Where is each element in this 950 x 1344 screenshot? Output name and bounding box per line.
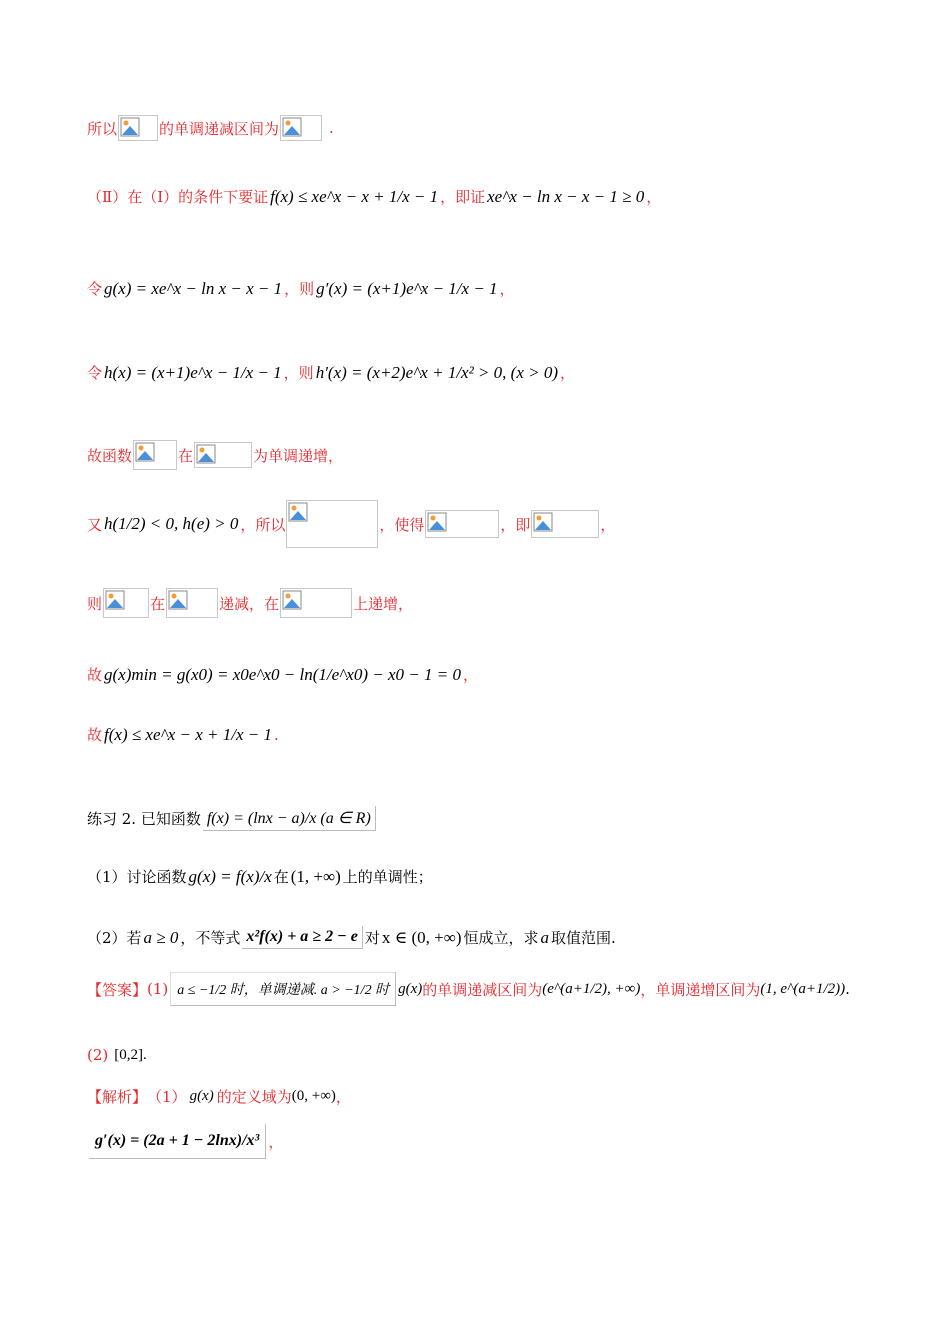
- line-7: 则 在 递减，在 上递增，: [87, 588, 413, 618]
- broken-image-icon: [166, 588, 218, 618]
- answer-line: 【答案】 (1) a ≤ −1/2 时，单调递减. a > −1/2 时 g(x) 的单调递减区间为 (e^(a+1/2), +∞) ，单调递增区间为 (1, e^(a+1/2)) .: [87, 972, 850, 1006]
- derivative-line: g′(x) = (2a + 1 − 2lnx)/x³ ，: [87, 1124, 283, 1159]
- line-8: 故 g(x)min = g(x0) = x0e^x0 − ln(1/e^x0) − x0 − 1 = 0 ，: [87, 664, 478, 684]
- math-expression: g′(x) = (2a + 1 − 2lnx)/x³: [89, 1124, 266, 1159]
- math-expression: xe^x − ln x − x − 1 ≥ 0: [487, 186, 645, 206]
- question-2: （2）若 a ≥ 0 ，不等式 x²f(x) + a ≥ 2 − e 对 x ∈ (0, +∞) 恒成立，求 a 取值范围.: [87, 927, 616, 947]
- broken-image-icon: [286, 500, 378, 548]
- line-2: （Ⅱ）在（Ⅰ）的条件下要证 f(x) ≤ xe^x − x + 1/x − 1 ，即证 xe^x − ln x − x − 1 ≥ 0 ，: [87, 186, 662, 206]
- math-expression: g′(x) = (x+1)e^x − 1/x − 1: [316, 278, 498, 298]
- line-6: 又 h(1/2) < 0, h(e) > 0 ，所以 ，使得 ，即 ，: [87, 500, 615, 548]
- line-3: 令 g(x) = xe^x − ln x − x − 1 ，则 g′(x) = (x+1)e^x − 1/x − 1 ，: [87, 278, 515, 298]
- line-9: 故 f(x) ≤ xe^x − x + 1/x − 1 .: [87, 724, 279, 744]
- math-expression: g(x): [189, 1088, 214, 1104]
- answer-2: (2) [0,2].: [87, 1046, 147, 1064]
- line-4: 令 h(x) = (x+1)e^x − 1/x − 1 ，则 h′(x) = (x+2)e^x + 1/x² > 0, (x > 0) ，: [87, 362, 576, 382]
- line-5: 故函数 在 为单调递增，: [87, 440, 343, 470]
- broken-image-icon: [280, 115, 322, 141]
- math-expression: g(x)min = g(x0) = x0e^x0 − ln(1/e^x0) − x0 − 1 = 0: [104, 664, 461, 684]
- broken-image-icon: [118, 115, 158, 141]
- math-expression: g(x) = xe^x − ln x − x − 1: [104, 278, 283, 298]
- math-expression: a: [540, 927, 550, 947]
- broken-image-icon: [425, 510, 499, 538]
- math-expression: f(x) ≤ xe^x − x + 1/x − 1: [104, 724, 272, 744]
- math-expression: x ∈ (0, +∞): [381, 927, 462, 947]
- math-expression: (e^(a+1/2), +∞): [542, 980, 641, 997]
- broken-image-icon: [280, 588, 352, 618]
- broken-image-icon: [194, 442, 252, 468]
- math-expression: f(x) = (lnx − a)/x (a ∈ R): [203, 806, 376, 831]
- math-expression: h′(x) = (x+2)e^x + 1/x² > 0, (x > 0): [315, 362, 558, 382]
- math-expression: g(x) = f(x)/x: [188, 866, 272, 886]
- question-1: （1）讨论函数 g(x) = f(x)/x 在 (1, +∞) 上的单调性；: [87, 866, 433, 886]
- analysis-line: 【解析】 （1） g(x) 的定义域为 (0, +∞) ，: [87, 1088, 351, 1106]
- math-expression: x²f(x) + a ≥ 2 − e: [242, 926, 362, 949]
- broken-image-icon: [103, 588, 149, 618]
- broken-image-icon: [133, 440, 177, 470]
- analysis-label: 【解析】: [87, 1088, 148, 1106]
- exercise-2: 练习 2. 已知函数 f(x) = (lnx − a)/x (a ∈ R): [87, 806, 378, 831]
- math-expression: h(x) = (x+1)e^x − 1/x − 1: [104, 362, 282, 382]
- broken-image-icon: [531, 510, 599, 538]
- math-expression: (0, +∞): [291, 1088, 336, 1104]
- math-expression: f(x) ≤ xe^x − x + 1/x − 1: [270, 186, 439, 206]
- math-expression: a ≥ 0: [143, 927, 179, 947]
- math-expression: g(x): [398, 980, 423, 997]
- answer-image-box: a ≤ −1/2 时，单调递减. a > −1/2 时: [170, 972, 396, 1006]
- line-1: 所以 的单调递减区间为 .: [87, 115, 334, 141]
- math-expression: (1, +∞): [290, 866, 341, 886]
- answer-label: 【答案】: [87, 980, 148, 999]
- math-expression: h(1/2) < 0, h(e) > 0: [104, 514, 239, 533]
- math-expression: (1, e^(a+1/2)): [760, 980, 846, 997]
